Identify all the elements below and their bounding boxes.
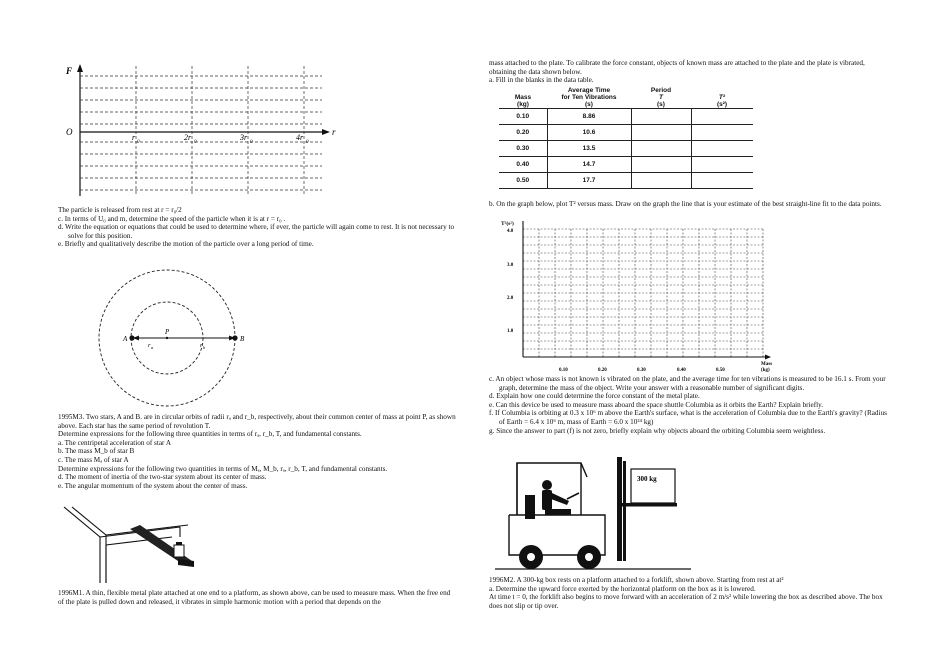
table-row bbox=[499, 109, 753, 125]
x-tick-040: 0.40 bbox=[677, 368, 686, 373]
y-tick-4: 4.0 bbox=[507, 229, 514, 234]
graph-x-unit: (kg) bbox=[761, 368, 770, 373]
graph-x-arrow bbox=[765, 355, 771, 360]
force-vs-r-graph bbox=[60, 62, 350, 202]
stars-question-a: a. The centripetal acceleration of star A bbox=[58, 438, 172, 447]
star-b bbox=[232, 335, 237, 340]
two-star-orbit-diagram bbox=[95, 268, 255, 408]
calibration-intro: mass attached to the plate. To calibrate the force constant, objects of known mass are attached to the plate and the plate is vibrated, obtaining the data shown below. bbox=[489, 59, 865, 76]
header-mass: Mass (kg) bbox=[514, 94, 532, 108]
graph-grid bbox=[523, 229, 763, 357]
time-cell: 14.7 bbox=[547, 157, 631, 173]
origin-label: O bbox=[66, 127, 73, 137]
tick-3r0-sub: 0 bbox=[250, 140, 253, 145]
period-cell[interactable] bbox=[631, 109, 691, 125]
time-cell: 10.6 bbox=[547, 125, 631, 141]
label-ra: r bbox=[148, 342, 151, 349]
forklift-mast bbox=[617, 457, 622, 561]
t-squared-vs-mass-graph bbox=[493, 217, 793, 377]
mass-cell: 0.30 bbox=[499, 141, 547, 157]
problem-text-stars bbox=[58, 413, 458, 490]
label-p: P bbox=[165, 328, 170, 336]
y-tick-2: 2.0 bbox=[507, 296, 514, 301]
y-tick-3: 3.0 bbox=[507, 263, 514, 268]
plate-intro: 1996M1. A thin, flexible metal plate attached at one end to a platform, as shown above, can be used to measure mass. When the free end of the plate is pulled down and released, it vibrates in simple harmonic motion with a period that depends on the bbox=[58, 589, 451, 606]
time-cell: 8.86 bbox=[547, 109, 631, 125]
x-tick-030: 0.30 bbox=[637, 368, 646, 373]
tick-3r0: 3r bbox=[240, 133, 248, 142]
period-cell[interactable] bbox=[631, 173, 691, 189]
forklift-problem-text bbox=[489, 576, 889, 610]
question-d: d. Write the equation or equations that could be used to determine where, if ever, the particle will again come to rest. It is not necessary to solve for this position. bbox=[58, 223, 455, 240]
x-tick-020: 0.20 bbox=[598, 368, 607, 373]
stars-instructions-2: Determine expressions for the following two quantities in terms of Mₐ, M_b, rₐ, r_b, T, and fundamental constants. bbox=[58, 464, 388, 473]
data-table-wrapper bbox=[499, 87, 753, 189]
t-squared-cell[interactable] bbox=[691, 125, 753, 141]
forklift-question-a: a. Determine the upward force exerted by the horizontal platform on the box as it is lowered. bbox=[489, 584, 756, 593]
right-column bbox=[475, 0, 950, 672]
force-graph-gridlines bbox=[80, 66, 322, 196]
x-tick-050: 0.50 bbox=[716, 368, 725, 373]
star-a bbox=[129, 335, 134, 340]
period-cell[interactable] bbox=[631, 125, 691, 141]
graph-question-text bbox=[489, 200, 889, 209]
mass-block-top bbox=[176, 542, 182, 545]
header-period: Period T (s) bbox=[650, 87, 672, 108]
graph-y-label: T²(s²) bbox=[501, 221, 514, 227]
table-row bbox=[499, 173, 753, 189]
tick-r0-sub: 0 bbox=[137, 140, 140, 145]
x-tick-010: 0.10 bbox=[559, 368, 568, 373]
forklift-diagram bbox=[495, 455, 695, 573]
table-row bbox=[499, 157, 753, 173]
tick-2r0: 2r bbox=[184, 133, 192, 142]
data-table bbox=[499, 87, 753, 189]
mass-cell: 0.50 bbox=[499, 173, 547, 189]
header-average-time: Average Time for Ten Vibrations (s) bbox=[561, 87, 617, 108]
stars-question-e: e. The angular momentum of the system about the center of mass. bbox=[58, 481, 248, 490]
graph-question-b: b. On the graph below, plot T² versus mass. Draw on the graph the line that is your estimate of the best straight-line fit to the data points. bbox=[489, 200, 882, 208]
stars-question-d: d. The moment of inertia of the two-star system about its center of mass. bbox=[58, 473, 267, 482]
x-axis-label: r bbox=[332, 127, 336, 137]
question-d-force-constant: d. Explain how one could determine the force constant of the metal plate. bbox=[489, 392, 700, 401]
mass-block bbox=[174, 545, 184, 557]
front-wheel-hub bbox=[585, 553, 593, 561]
y-axis-label: F bbox=[66, 66, 73, 76]
graph-x-label: Mass bbox=[761, 362, 773, 367]
y-axis-arrow bbox=[77, 64, 83, 72]
forklift-continued: At time t = 0, the forklift also begins to move forward with an acceleration of 2 m/s² while lowering the box as described above. The box does not slip or tip over. bbox=[489, 593, 883, 610]
forklift-mast-2 bbox=[623, 461, 626, 561]
plate-end bbox=[178, 559, 194, 567]
stars-question-b: b. The mass M_b of star B bbox=[58, 447, 135, 456]
box-label: 300 kg bbox=[637, 475, 657, 483]
y-tick-1: 1.0 bbox=[507, 329, 514, 334]
t-squared-cell[interactable] bbox=[691, 109, 753, 125]
label-b: B bbox=[240, 335, 245, 343]
label-rb-sub: b bbox=[203, 345, 206, 350]
problem-text-particle bbox=[58, 206, 458, 249]
forklift-intro: 1996M2. A 300-kg box rests on a platform attached to a forklift, shown above. Starting from rest at at² bbox=[489, 576, 784, 584]
t-squared-cell[interactable] bbox=[691, 141, 753, 157]
more-questions-text bbox=[489, 375, 889, 435]
question-c-unknown-mass: c. An object whose mass is not known is vibrated on the plate, and the average time for ten vibrations is measured to be 16.1 s. From your graph, determine the mass of the object. Write your answer with a reasonable number of significant digits. bbox=[489, 375, 886, 392]
tick-4r0-sub: 0 bbox=[306, 140, 309, 145]
x-axis-arrow bbox=[322, 129, 330, 135]
stars-question-c: c. The mass Mₐ of star A bbox=[58, 455, 129, 464]
label-a: A bbox=[123, 335, 128, 343]
label-ra-sub: a bbox=[151, 345, 154, 350]
platform-left-leg bbox=[64, 507, 100, 583]
tick-2r0-sub: 0 bbox=[194, 140, 197, 145]
tick-r0: r bbox=[132, 133, 136, 142]
label-rb: r bbox=[200, 342, 203, 349]
t-squared-cell[interactable] bbox=[691, 173, 753, 189]
mass-cell: 0.20 bbox=[499, 125, 547, 141]
force-graph-axes bbox=[80, 66, 328, 196]
problem-text-plate bbox=[58, 589, 458, 606]
rear-wheel-hub bbox=[527, 553, 535, 561]
time-cell: 17.7 bbox=[547, 173, 631, 189]
question-e-space-shuttle: e. Can this device be used to measure mass aboard the space shuttle Columbia as it orbits the Earth? Explain briefly. bbox=[489, 400, 824, 409]
stars-intro: 1995M3. Two stars, A and B. are in circular orbits of radii rₐ and r_b, respectively, about their common center of mass at point P, as shown above. Each star has the same period of revolution T. bbox=[58, 413, 456, 430]
table-row bbox=[499, 141, 753, 157]
tick-4r0: 4r bbox=[296, 133, 304, 142]
header-t-squared: T² (s²) bbox=[716, 94, 728, 108]
forklift-seat bbox=[525, 495, 535, 519]
graph-axes bbox=[523, 221, 769, 357]
metal-plate-diagram bbox=[60, 503, 220, 585]
table-row bbox=[499, 125, 753, 141]
time-cell: 13.5 bbox=[547, 141, 631, 157]
question-e: e. Briefly and qualitatively describe the motion of the particle over a long period of time. bbox=[58, 240, 314, 249]
calibration-text bbox=[489, 59, 889, 85]
mass-cell: 0.40 bbox=[499, 157, 547, 173]
question-g-weightless: g. Since the answer to part (f) is not zero, briefly explain why objects aboard the orbiting Columbia seem weightless. bbox=[489, 426, 826, 435]
question-f-acceleration: f. If Columbia is orbiting at 0.3 x 10⁶ m above the Earth's surface, what is the acceleration of Columbia due to the Earth's gravity? (Radius of Earth = 6.4 x 10⁶ m, mass of Earth = 6.0 x 10²⁴ kg) bbox=[489, 409, 887, 426]
period-cell[interactable] bbox=[631, 141, 691, 157]
table-question-a: a. Fill in the blanks in the data table. bbox=[489, 76, 594, 85]
particle-intro: The particle is released from rest at r = r₀/2 bbox=[58, 206, 182, 214]
stars-instructions-1: Determine expressions for the following three quantities in terms of rₐ, r_b, T, and fundamental constants. bbox=[58, 430, 362, 439]
question-c: c. In terms of U₀ and m, determine the speed of the particle when it is at r = r₀ . bbox=[58, 214, 286, 223]
forklift-driver bbox=[542, 480, 571, 515]
center-of-mass-point bbox=[166, 337, 168, 339]
t-squared-cell[interactable] bbox=[691, 157, 753, 173]
period-cell[interactable] bbox=[631, 157, 691, 173]
mass-cell: 0.10 bbox=[499, 109, 547, 125]
